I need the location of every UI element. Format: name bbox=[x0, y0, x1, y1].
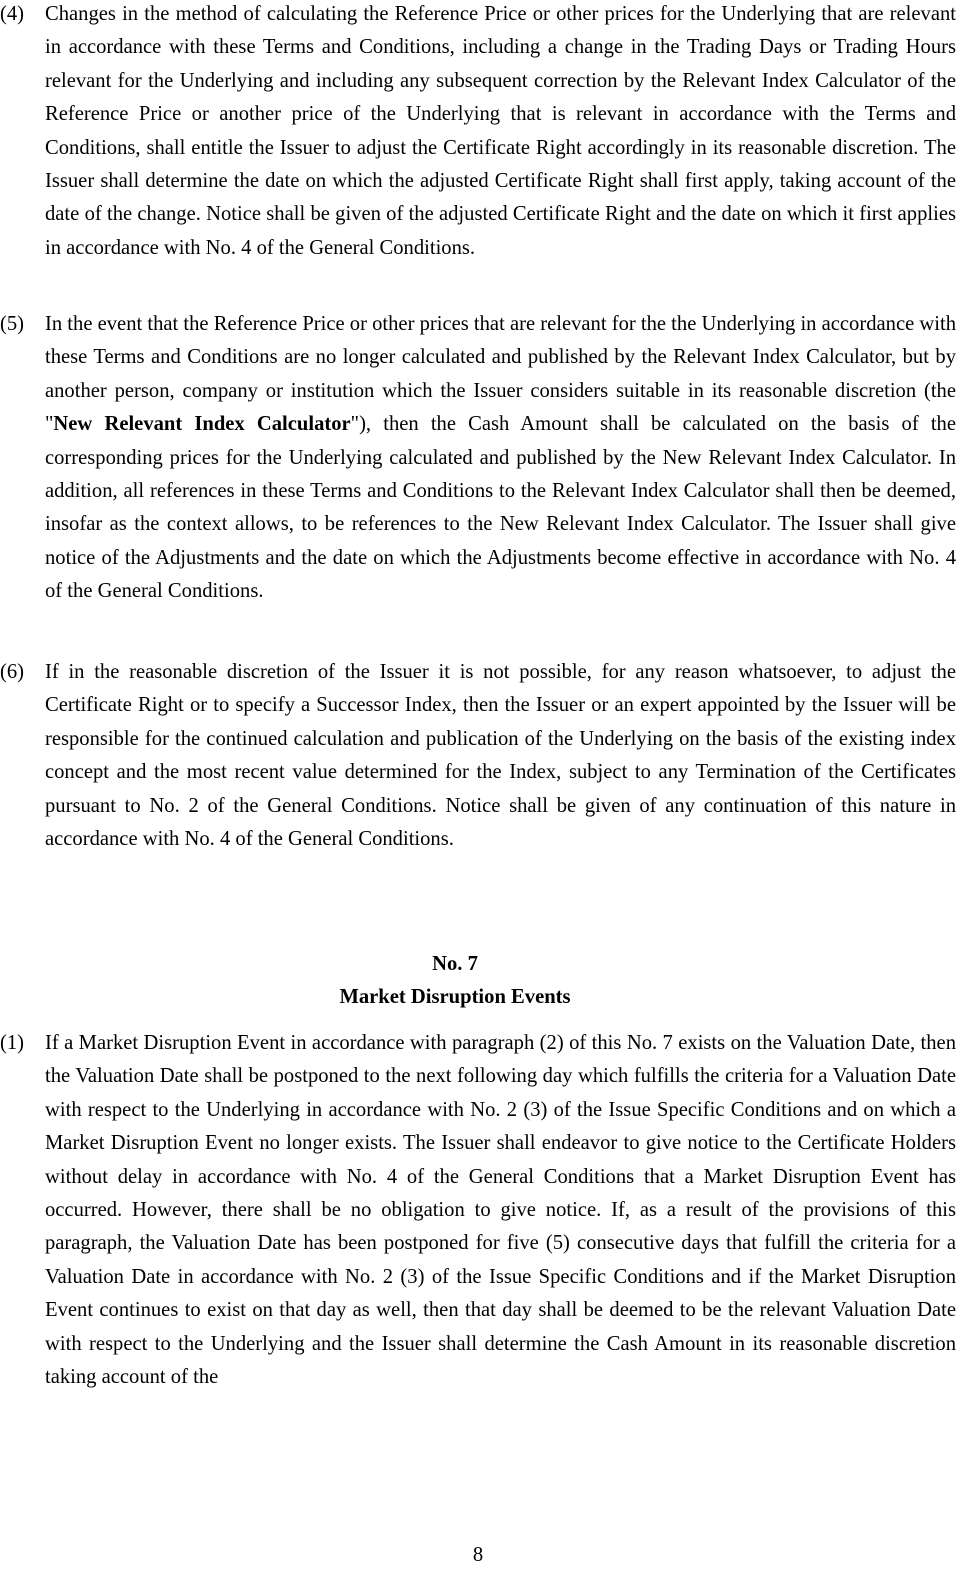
paragraph-5 bbox=[0, 308, 956, 609]
paragraph-text-part: "), then the Cash Amount shall be calculated on the basis of the corresponding prices for the Underlying calculated and published by the New Relevant Index Calculator. In addition, all references in these Terms and Conditions to the Relevant Index Calculator shall then be deemed, insofar as the context allows, to be references to the New Relevant Index Calculator. The Issuer shall give notice of the Adjustments and the date on which the Adjustments become effective in accordance with No. 4 of the General Conditions. bbox=[45, 413, 956, 603]
paragraph-text: Changes in the method of calculating the Reference Price or other prices for the Underlying that are relevant in accordance with these Terms and Conditions, including a change in the Trading Days or Trading Hours relevant for the Underlying and including any subsequent correction by the Relevant Index Calculator of the Reference Price or another price of the Underlying that is relevant in accordance with the Terms and Conditions, shall entitle the Issuer to adjust the Certificate Right accordingly in its reasonable discretion. The Issuer shall determine the date on which the adjusted Certificate Right shall first apply, taking account of the date of the change. Notice shall be given of the adjusted Certificate Right and the date on which it first applies in accordance with No. 4 of the General Conditions. bbox=[45, 3, 956, 259]
section-paragraph-1 bbox=[0, 1027, 956, 1394]
section-title: Market Disruption Events bbox=[339, 986, 571, 1008]
paragraph-number: (6) bbox=[0, 661, 25, 683]
paragraph-text-part: In the event that the Reference Price or other prices that are relevant for the the Underlying in accordance with these Terms and Conditions are no longer calculated and published by the Relevant Index Calculator, but by another person, company or institution which the Issuer considers suitable in its reasonable discretion (the " bbox=[45, 313, 956, 436]
paragraph-6 bbox=[0, 656, 956, 856]
paragraph-number: (1) bbox=[0, 1032, 25, 1054]
paragraph-text bbox=[45, 308, 956, 609]
paragraph-4 bbox=[0, 0, 956, 265]
paragraph-number: (5) bbox=[0, 313, 25, 335]
paragraph-text: If a Market Disruption Event in accordance with paragraph (2) of this No. 7 exists on the Valuation Date, then the Valuation Date shall be postponed to the next following day which fulfills the criteria for a Valuation Date with respect to the Underlying in accordance with No. 2 (3) of the Issue Specific Conditions and on which a Market Disruption Event no longer exists. The Issuer shall endeavor to give notice to the Certificate Holders without delay in accordance with No. 4 of the General Conditions that a Market Disruption Event has occurred. However, there shall be no obligation to give notice. If, as a result of the provisions of this paragraph, the Valuation Date has been postponed for five (5) consecutive days that fulfill the criteria for a Valuation Date in accordance with No. 2 (3) of the Issue Specific Conditions and if the Market Disruption Event continues to exist on that day as well, then that day shall be deemed to be the relevant Valuation Date with respect to the Underlying and the Issuer shall determine the Cash Amount in its reasonable discretion taking account of the bbox=[45, 1032, 956, 1389]
defined-term: New Relevant Index Calculator bbox=[53, 413, 351, 436]
section-number: No. 7 bbox=[432, 953, 478, 975]
paragraph-number: (4) bbox=[0, 3, 25, 25]
page-number: 8 bbox=[472, 1544, 484, 1566]
paragraph-text: If in the reasonable discretion of the Issuer it is not possible, for any reason whatsoever, to adjust the Certificate Right or to specify a Successor Index, then the Issuer or an expert appointed by the Issuer will be responsible for the continued calculation and publication of the Underlying on the basis of the existing index concept and the most recent value determined for the Index, subject to any Termination of the Certificates pursuant to No. 2 of the General Conditions. Notice shall be given of any continuation of this nature in accordance with No. 4 of the General Conditions. bbox=[45, 661, 956, 851]
